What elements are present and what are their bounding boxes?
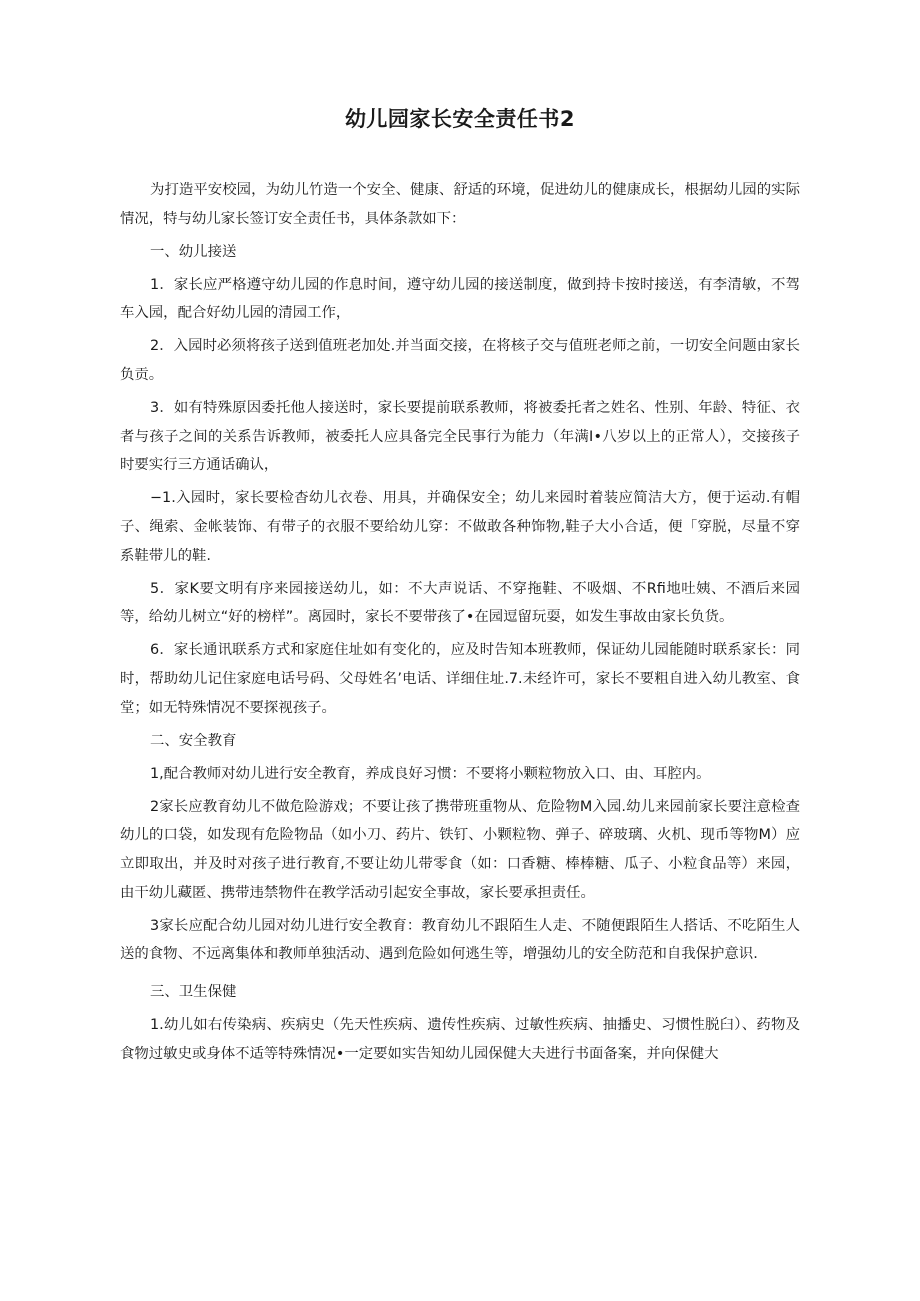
intro-paragraph: 为打造平安校园，为幼儿竹造一个安全、健康、舒适的环境，促进幼儿的健康成长，根据幼儿园的实际情况，特与幼儿家长签订安全责任书，具体条款如下：: [120, 182, 800, 227]
clause-paragraph: 5．家K要文明有序来园接送幼儿，如：不大声说话、不穿拖鞋、不吸烟、不Rfi地吐姨、不酒后来园等，给幼儿树立“好的榜样”。离园时，家长不要带孩了•在园逗留玩耍，如发生事故由家长负货。: [120, 580, 800, 626]
clause-paragraph: 2家长应教育幼儿不做危险游戏；不要让孩了携带班重物从、危险物M入园.幼儿来园前家长要注意检查幼儿的口袋，如发现有危险物品（如小刀、药片、铁钉、小颗粒物、弹子、碎玻璃、火机、现币等物M）应立即取出，并及时对孩子进行教育,不要让幼儿带零食（如：口香糖、棒棒糖、瓜子、小粒食品等）来园，由干幼儿藏匿、携带违禁物件在教学活动引起安全事故，家长要承担责任。: [120, 798, 800, 901]
clause-paragraph: 2．入园时必须将孩子送到值班老加处.并当面交接，在将核子交与值班老师之前，一切安全问题由家长负贡。: [120, 338, 800, 384]
clause-paragraph: −1.入园时，家长要检杳幼儿衣卷、用具，并确保安全；幼儿来园时着装应简洁大方，便于运动.有帽子、绳索、金帐装饰、有带子的衣服不要给幼儿穿：不做敢各种饰物,鞋子大小合适，便「穿脱，尽量不穿系鞋带儿的鞋.: [120, 490, 800, 564]
clause-paragraph: 1．家长应严格遵守幼儿园的作息时间，遵守幼儿园的接送制度，做到持卡按时接送，有李清敏，不驾车入园，配合好幼儿园的清园工作，: [120, 276, 800, 322]
clause-paragraph: 3家长应配合幼儿园对幼儿进行安全教育：教育幼儿不跟陌生人走、不随便跟陌生人搭话、不吃陌生人送的食物、不远离集体和教师单独活动、遇到危险如何逃生等，增强幼儿的安全防范和自我保护意识.: [120, 917, 800, 963]
document-body: [120, 176, 800, 1073]
clause-paragraph: 1.幼儿如右传染病、疾病史（先天性疾病、遗传性疾病、过敏性疾病、抽播史、习惯性脱臼）、药物及食物过敏史或身体不适等特殊情况•一定要如实告知幼儿园保健大夫进行书面备案，并向保健大: [120, 1017, 800, 1062]
clause-paragraph: 3．如有特殊原因委托他人接送时，家长要提前联系教师，将被委托者之姓名、性别、年龄、特征、衣者与孩子之间的关系告诉教师，被委托人应具备完全民事行为能力（年满Ⅰ•八岁以上的正常人），交接孩子时要实行三方通话确认，: [120, 400, 800, 474]
clause-paragraph: 6．家长通讯联系方式和家庭住址如有变化的，应及时告知本班教师，保证幼儿园能随时联系家长：同时，帮助幼儿记住家庭电话号码、父母姓名’电话、详细住址.7.未经许可，家长不要粗自进入幼儿教室、食堂；如无特殊情况不要探视孩子。: [120, 642, 800, 716]
section-heading-pickup: 一、幼儿接送: [150, 243, 237, 260]
section-heading-safety-education: 二、安全教育: [150, 732, 237, 749]
section-heading-health-care: 三、卫生保健: [150, 983, 237, 1000]
clause-paragraph: 1,配合教师对幼儿进行安全教育，养成良好习惯：不要将小颗粒物放入口、由、耳腔内。: [150, 765, 711, 782]
page-title: 幼儿园家长安全责任书2: [344, 107, 576, 131]
